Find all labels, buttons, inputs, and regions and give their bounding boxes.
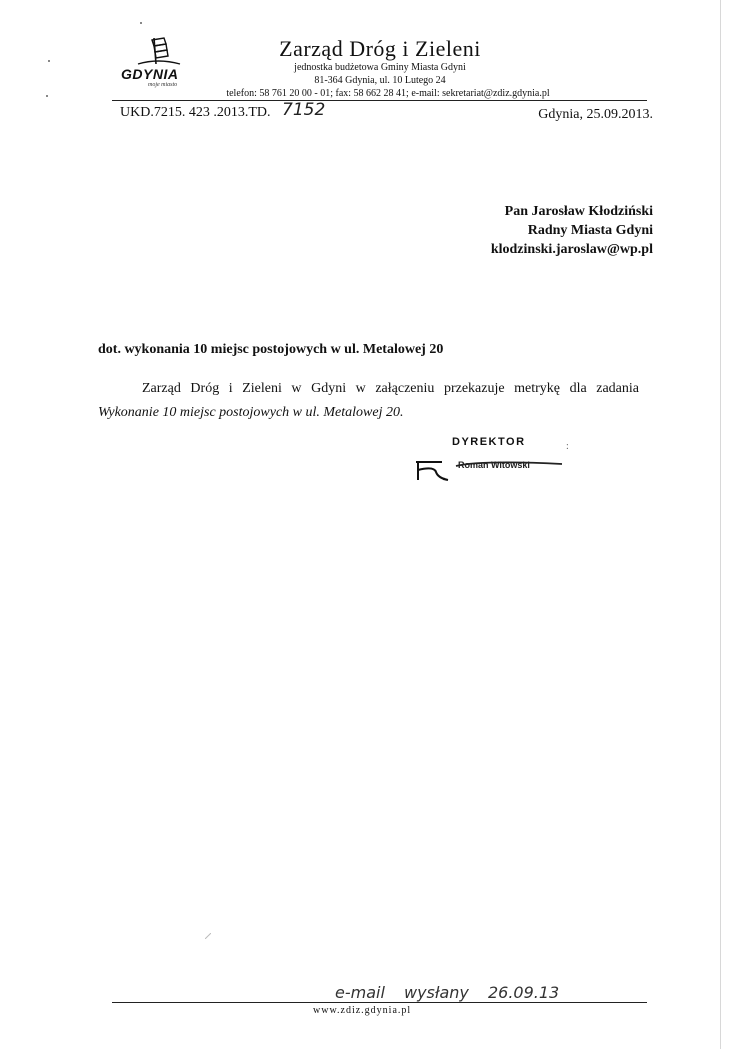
scan-dot [46, 95, 48, 97]
handwritten-footer-note: e-mail wysłany 26.09.13 [335, 983, 560, 1002]
signature-colon: : [566, 441, 569, 452]
letter-body-line-2: Wykonanie 10 miejsc postojowych w ul. Metalowej 20. [98, 405, 404, 420]
footer-rule [112, 1002, 647, 1003]
recipient-title: Radny Miasta Gdyni [527, 223, 653, 238]
scan-dot [140, 22, 142, 24]
organization-address: 81-364 Gdynia, ul. 10 Lutego 24 [314, 75, 446, 86]
footer-website: www.zdiz.gdynia.pl [313, 1005, 412, 1016]
logo-tagline: moje miasto [148, 82, 178, 88]
letter-body-line-1: Zarząd Dróg i Zieleni w Gdyni w załączeniu przekazuje metrykę dla zadania [142, 381, 639, 396]
scan-edge [720, 0, 721, 1049]
letter-date: Gdynia, 25.09.2013. [538, 107, 653, 122]
letterhead-rule [112, 100, 647, 101]
recipient-email: klodzinski.jaroslaw@wp.pl [490, 242, 653, 257]
letter-subject: dot. wykonania 10 miejsc postojowych w ul. Metalowej 20 [98, 342, 444, 357]
signature-title: DYREKTOR [452, 436, 526, 448]
organization-name: Zarząd Dróg i Zieleni [279, 36, 481, 61]
scan-mark [205, 933, 211, 939]
scan-dot [48, 60, 50, 62]
recipient-name: Pan Jarosław Kłodziński [504, 204, 653, 219]
reference-number: UKD.7215. 423 .2013.TD. [120, 105, 271, 120]
logo-wordmark: GDYNIA [121, 66, 179, 82]
signature-icon [412, 452, 572, 488]
handwritten-reference: 7152 [282, 100, 326, 120]
recipient-block [491, 202, 653, 259]
organization-unit: jednostka budżetowa Gminy Miasta Gdyni [294, 62, 466, 73]
signature-stamp-name: Roman Witowski [458, 460, 530, 470]
organization-contact: telefon: 58 761 20 00 - 01; fax: 58 662 28 41; e-mail: sekretariat@zdiz.gdynia.pl [226, 88, 550, 99]
